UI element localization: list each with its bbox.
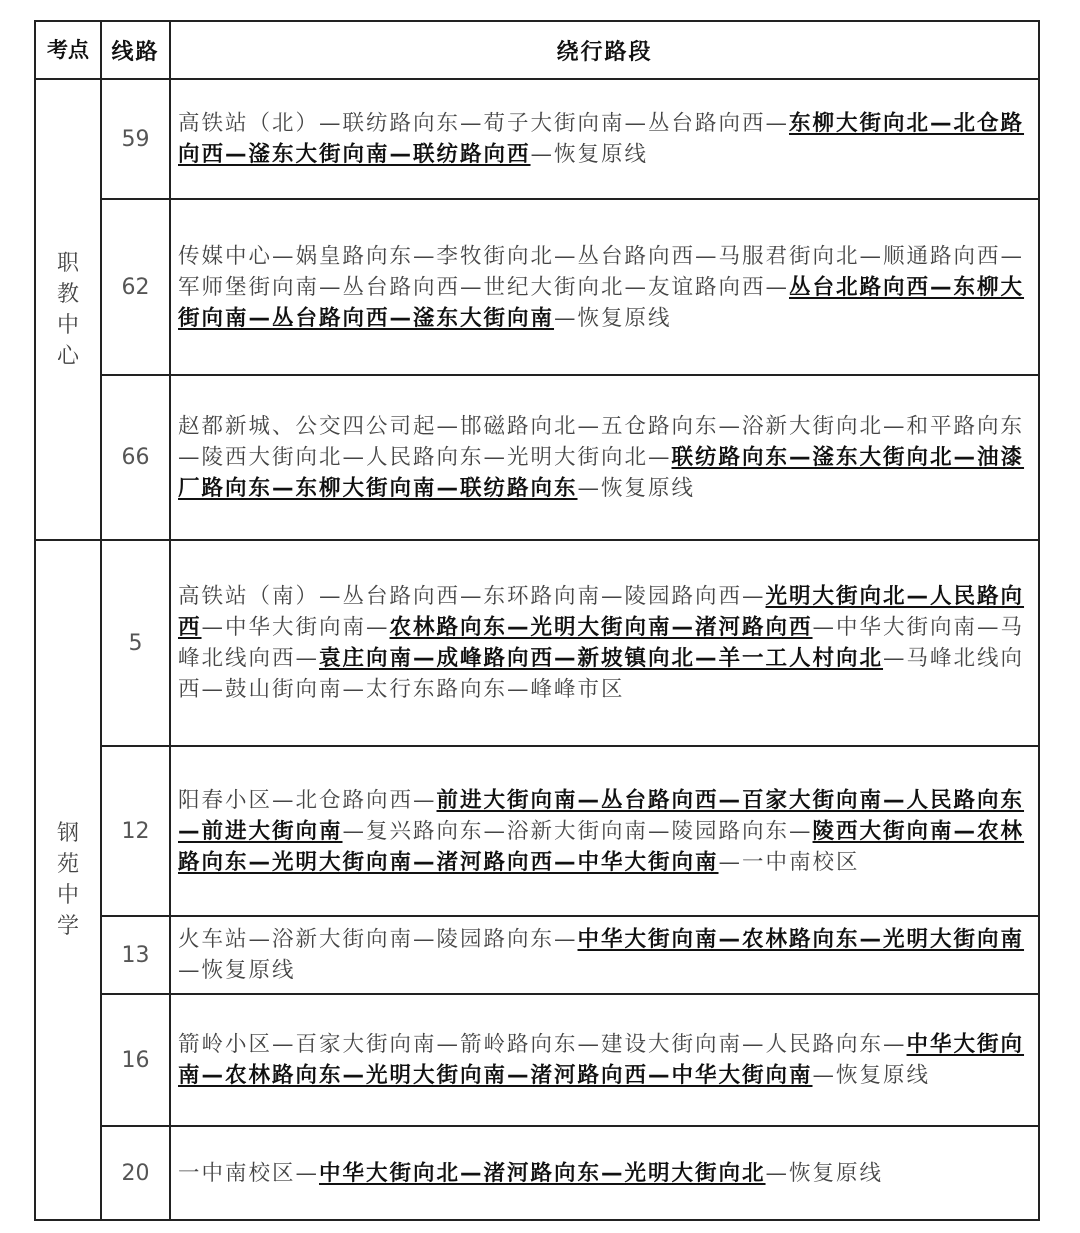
route-segment-detour: 中华大街向北—渚河路向东—光明大街向北 [319,1160,766,1186]
route-segment: 赵都新城、公交四公司起—邯磁路向北—五仓路向东—浴新大街向北—和平路向东—陵西大街向北—人民路向东—光明大街向北— [178,414,1025,470]
route-segment-detour: 东柳大街向北—北仓路向西—滏东大街向南—联纺路向西 [178,111,1025,167]
route-segment-detour: 袁庄向南—成峰路向西—新坡镇向北—羊一工人村向北 [319,646,884,671]
exam-point-name: 职教中心 [56,250,79,369]
route-segment: —马峰北线向西—鼓山街向南—太行东路向东—峰峰市区 [178,646,1025,702]
header-row [35,21,1039,79]
detour-route-cell [170,540,1039,746]
route-segment: —恢复原线 [178,958,296,983]
route-segment-detour: 丛台北路向西—东柳大街向南—丛台路向西—滏东大街向南 [178,274,1025,331]
route-segment-detour: 农林路向东—光明大街向南—渚河路向西 [389,615,813,640]
route-segment-detour: 陵西大街向南—农林路向东—光明大街向南—渚河路向西—中华大街向南 [178,818,1025,875]
table-row [35,746,1039,916]
bus-line-number: 5 [101,540,170,746]
detour-route-cell [170,746,1039,916]
route-segment-detour: 光明大街向北—人民路向西 [178,584,1025,640]
route-segment: 阳春小区—北仓路向西— [178,787,437,813]
table-row [35,540,1039,746]
header-detour-route: 绕行路段 [170,21,1039,79]
table-body [35,79,1039,1220]
route-segment: 箭岭小区—百家大街向南—箭岭路向东—建设大街向南—人民路向东— [178,1032,907,1057]
bus-line-number: 13 [101,916,170,994]
detour-table [34,20,1040,1221]
route-segment: —一中南校区 [718,849,860,875]
detour-route-cell [170,79,1039,199]
detour-route-cell [170,375,1039,540]
exam-point-name: 钢苑中学 [56,821,79,939]
route-segment: —复兴路向东—浴新大街向南—陵园路向东— [342,818,813,844]
route-segment: —恢复原线 [765,1160,884,1186]
bus-line-number: 66 [101,375,170,540]
route-segment: 高铁站（北）—联纺路向东—荀子大街向南—丛台路向西— [178,111,790,136]
route-segment-detour: 联纺路向东—滏东大街向北—油漆厂路向东—东柳大街向南—联纺路向东 [178,445,1025,501]
table-row [35,994,1039,1126]
bus-line-number: 20 [101,1126,170,1220]
route-segment: 火车站—浴新大街向南—陵园路向东— [178,927,578,952]
route-segment: —恢复原线 [554,305,672,331]
table-row [35,199,1039,375]
route-segment-detour: 中华大街向南—农林路向东—光明大街向南 [577,927,1025,952]
route-segment: 高铁站（南）—丛台路向西—东环路向南—陵园路向西— [178,584,766,609]
header-exam-point: 考点 [35,21,101,79]
bus-line-number: 12 [101,746,170,916]
bus-line-number: 16 [101,994,170,1126]
table-row [35,916,1039,994]
detour-route-cell [170,1126,1039,1220]
bus-line-number: 59 [101,79,170,199]
exam-point-cell [35,79,101,540]
bus-line-number: 62 [101,199,170,375]
detour-route-cell [170,199,1039,375]
table-row [35,79,1039,199]
table-row [35,1126,1039,1220]
table-row [35,375,1039,540]
route-segment: 一中南校区— [178,1160,320,1186]
route-segment-detour: 前进大街向南—丛台路向西—百家大街向南—人民路向东—前进大街向南 [178,787,1025,844]
detour-route-cell [170,916,1039,994]
exam-point-cell [35,540,101,1220]
route-segment-detour: 中华大街向南—农林路向东—光明大街向南—渚河路向西—中华大街向南 [178,1032,1025,1088]
route-segment: —恢复原线 [812,1063,931,1088]
route-segment: 传媒中心—娲皇路向东—李牧街向北—丛台路向西—马服君街向北—顺通路向西—军师堡街向南—丛台路向西—世纪大街向北—友谊路向西— [178,243,1025,300]
route-segment: —恢复原线 [530,142,649,167]
route-segment: —中华大街向南— [201,615,390,640]
route-segment: —中华大街向南—马峰北线向西— [178,615,1025,671]
route-segment: —恢复原线 [577,476,696,501]
header-line: 线路 [101,21,170,79]
detour-route-cell [170,994,1039,1126]
